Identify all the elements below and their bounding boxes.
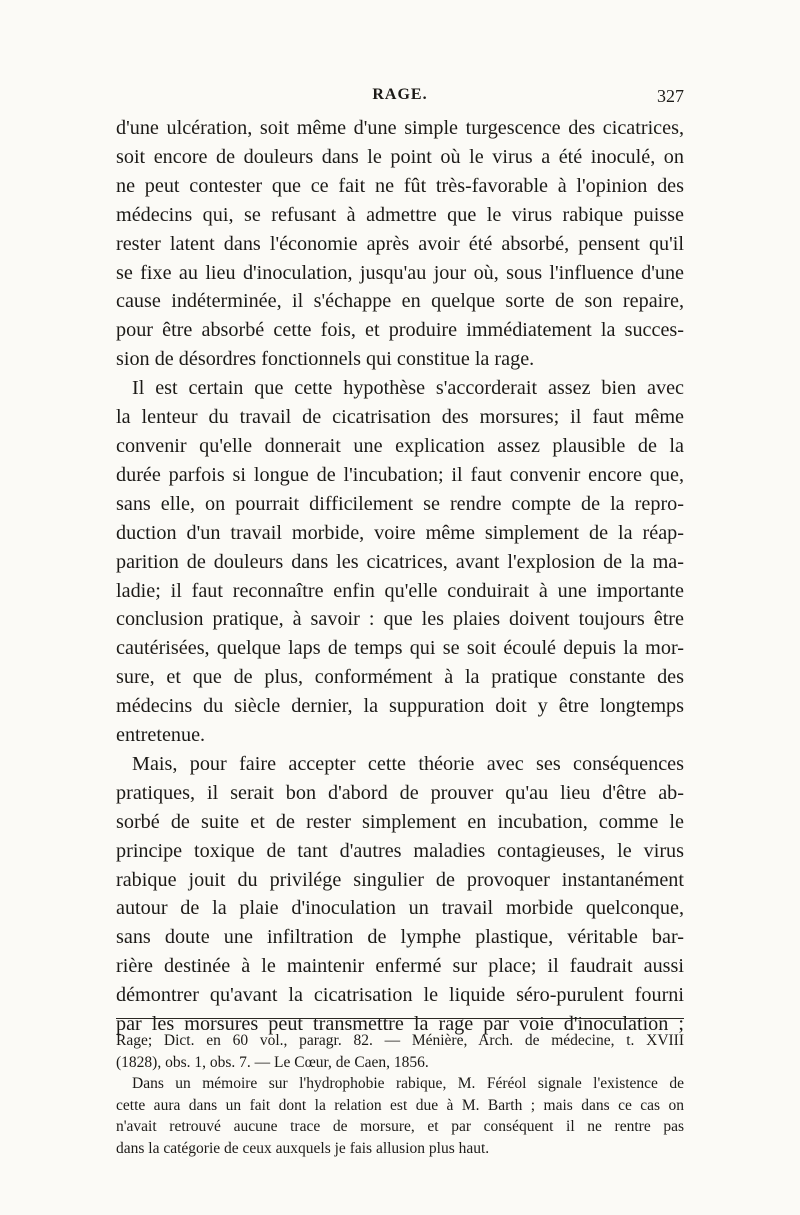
footnote-line: Dans un mémoire sur l'hydrophobie rabique, M. Féréol signale l'existence de	[132, 1075, 684, 1093]
text-line: sans elle, on pourrait difficilement se rendre compte de la repro-	[116, 492, 684, 515]
text-line: pour être absorbé cette fois, et produire immédiatement la succes-	[116, 319, 684, 342]
text-line: rester latent dans l'économie après avoir été absorbé, pensent qu'il	[116, 232, 684, 255]
page-header	[116, 86, 684, 112]
text-line: d'une ulcération, soit même d'une simple turgescence des cicatrices,	[116, 117, 684, 139]
text-line: conclusion pratique, à savoir : que les plaies doivent toujours être	[116, 608, 684, 631]
footnotes	[116, 1030, 684, 1160]
text-line: médecins qui, se refusant à admettre que le virus rabique puisse	[116, 203, 684, 226]
footnote-line: n'avait retrouvé aucune trace de morsure, et par conséquent il ne rentre pas	[116, 1118, 684, 1136]
paragraph-1	[116, 114, 684, 374]
text-line: principe toxique de tant d'autres maladies contagieuses, le virus	[116, 839, 684, 862]
text-line: cautérisées, quelque laps de temps qui se soit écoulé depuis la mor-	[116, 637, 684, 660]
text-line: Mais, pour faire accepter cette théorie avec ses conséquences	[132, 752, 684, 775]
footnote-rule	[116, 1018, 684, 1019]
text-line: rabique jouit du privilége singulier de provoquer instantanément	[116, 868, 684, 891]
footnote-line: cette aura dans un fait dont la relation est due à M. Barth ; mais dans ce cas on	[116, 1096, 684, 1114]
text-line: sorbé de suite et de rester simplement en incubation, comme le	[116, 810, 684, 833]
text-line: Il est certain que cette hypothèse s'accorderait assez bien avec	[132, 377, 684, 400]
text-line: pratiques, il serait bon d'abord de prouver qu'au lieu d'être ab-	[116, 781, 684, 804]
paragraph-3	[116, 750, 684, 1039]
text-line: se fixe au lieu d'inoculation, jusqu'au jour où, sous l'influence d'une	[116, 261, 684, 284]
text-line: démontrer qu'avant la cicatrisation le liquide séro-purulent fourni	[116, 984, 684, 1007]
footnote-line: dans la catégorie de ceux auxquels je fais allusion plus haut.	[116, 1139, 490, 1157]
footnote-line: (1828), obs. 1, obs. 7. — Le Cœur, de Caen, 1856.	[116, 1053, 429, 1071]
text-line: cause indéterminée, il s'échappe en quelque sorte de son repaire,	[116, 290, 684, 313]
text-line: médecins du siècle dernier, la suppuration doit y être longtemps	[116, 695, 684, 718]
text-line: ladie; il faut reconnaître enfin qu'elle conduirait à une importante	[116, 579, 684, 602]
text-line: sans doute une infiltration de lymphe plastique, véritable bar-	[116, 926, 684, 949]
body-text	[116, 114, 684, 1039]
running-head: RAGE.	[372, 86, 428, 103]
text-line: convenir qu'elle donnerait une explication assez plausible de la	[116, 434, 684, 457]
footnote-line: Rage; Dict. en 60 vol., paragr. 82. — Ménière, Arch. de médecine, t. XVIII	[116, 1032, 684, 1049]
text-line: soit encore de douleurs dans le point où le virus a été inoculé, on	[116, 145, 684, 168]
text-line: duction d'un travail morbide, voire même simplement de la réap-	[116, 521, 684, 544]
text-line: sure, et que de plus, conformément à la pratique constante des	[116, 666, 684, 689]
text-line: durée parfois si longue de l'incubation; il faut convenir encore que,	[116, 463, 684, 486]
text-line: entretenue.	[116, 724, 206, 747]
page-number: 327	[657, 86, 684, 106]
text-line: autour de la plaie d'inoculation un travail morbide quelconque,	[116, 897, 684, 920]
text-line: ne peut contester que ce fait ne fût très-favorable à l'opinion des	[116, 174, 684, 197]
text-line: sion de désordres fonctionnels qui constitue la rage.	[116, 348, 535, 371]
text-line: rière destinée à le maintenir enfermé sur place; il faudrait aussi	[116, 955, 684, 978]
text-line: parition de douleurs dans les cicatrices, avant l'explosion de la ma-	[116, 550, 684, 573]
text-line: la lenteur du travail de cicatrisation des morsures; il faut même	[116, 406, 684, 429]
paragraph-2	[116, 374, 684, 750]
text-line: par les morsures peut transmettre la rage par voie d'inoculation ;	[116, 1013, 684, 1036]
